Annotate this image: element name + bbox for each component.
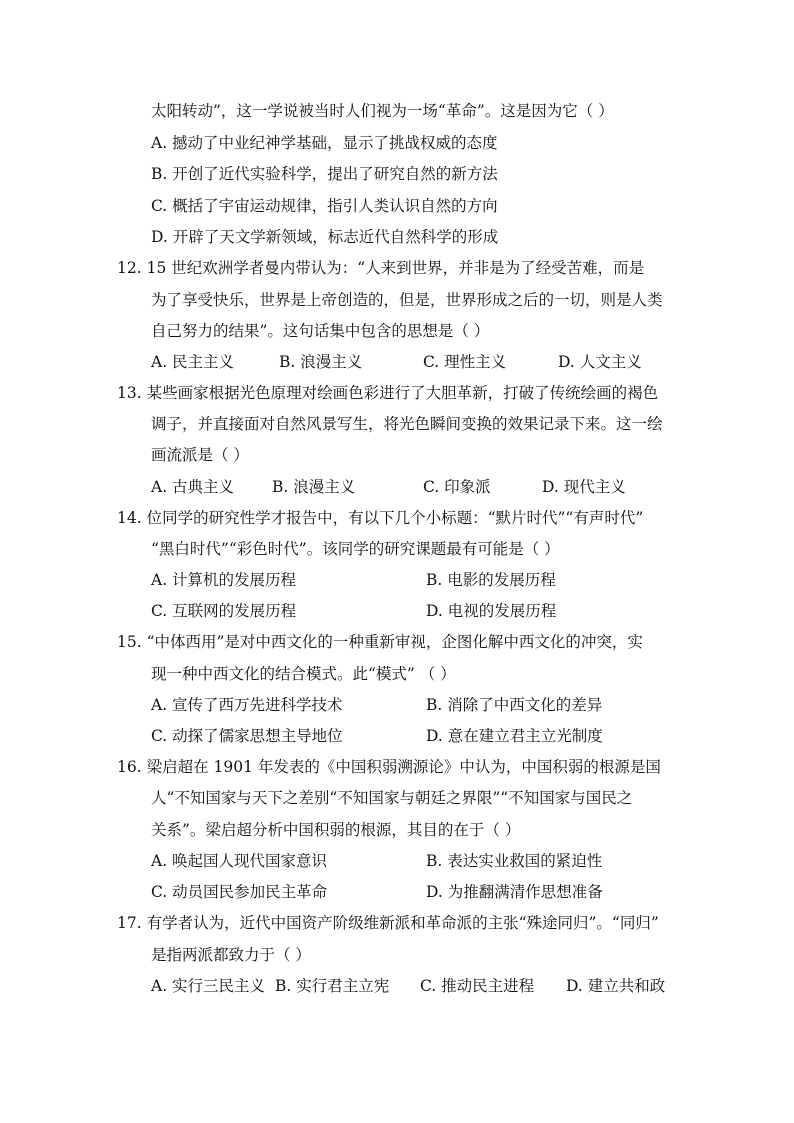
question-14-option-a[interactable]: A. 计算机的发展历程 — [151, 571, 297, 589]
question-17-stem-line-1: 17. 有学者认为，近代中国资产阶级维新派和革命派的主张“殊途同归”。“同归” — [117, 914, 659, 932]
question-15-option-a[interactable]: A. 宣传了西万先进科学技术 — [151, 696, 343, 714]
question-13-option-a[interactable]: A. 古典主义 — [151, 478, 235, 496]
question-13-option-c[interactable]: C. 印象派 — [423, 478, 491, 496]
question-14-option-c[interactable]: C. 互联网的发展历程 — [151, 602, 297, 620]
option-a[interactable]: A. 撼动了中业纪神学基础，显示了挑战权威的态度 — [151, 134, 498, 152]
question-17-option-c[interactable]: C. 推动民主进程 — [420, 977, 535, 995]
question-12-option-c[interactable]: C. 理性主义 — [423, 353, 507, 371]
question-15-option-d[interactable]: D. 意在建立君主立光制度 — [426, 727, 603, 745]
question-15-stem-line-1: 15. “中体西用”是对中西文化的一种重新审视，企图化解中西文化的冲突，实 — [117, 633, 643, 651]
question-13-stem-line-2: 调子，并直接面对自然风景写生，将光色瞬间变换的效果记录下来。这一绘 — [151, 415, 663, 433]
question-15-option-b[interactable]: B. 消除了中西文化的差异 — [426, 696, 603, 714]
option-d[interactable]: D. 开辟了天文学新领域，标志近代自然科学的形成 — [151, 228, 499, 246]
question-15-stem-line-2: 现一种中西文化的结合模式。此“模式” （ ） — [151, 665, 456, 683]
question-16-option-b[interactable]: B. 表达实业救国的紧迫性 — [426, 852, 603, 870]
question-16-option-c[interactable]: C. 动员国民参加民主革命 — [151, 883, 328, 901]
question-17-stem-line-2: 是指两派都致力于（ ） — [151, 946, 311, 964]
question-14-option-d[interactable]: D. 电视的发展历程 — [426, 602, 557, 620]
question-12-option-b[interactable]: B. 浪漫主义 — [279, 353, 363, 371]
question-16-stem-line-2: 人“不知国家与天下之差别“不知国家与朝廷之界限”“不知国家与国民之 — [151, 789, 633, 807]
question-15-option-c[interactable]: C. 动探了儒家思想主导地位 — [151, 727, 343, 745]
question-14-option-b[interactable]: B. 电影的发展历程 — [426, 571, 556, 589]
question-12-option-d[interactable]: D. 人文主义 — [558, 353, 642, 371]
question-12-stem-line-3: 自己努力的结果”。这句话集中包含的思想是（ ） — [151, 322, 490, 340]
question-13-option-d[interactable]: D. 现代主义 — [542, 478, 626, 496]
question-13-stem-line-3: 画流派是（ ） — [151, 446, 249, 464]
question-14-stem-line-2: “黑白时代”“彩色时代”。该同学的研究课题最有可能是（ ） — [151, 540, 560, 558]
question-12-stem-line-1: 12. 15 世纪欢洲学者曼内带认为：“人来到世界，并非是为了经受苦难，而是 — [117, 259, 645, 277]
question-17-option-a[interactable]: A. 实行三民主义 — [151, 977, 266, 995]
option-b[interactable]: B. 开创了近代实验科学，提出了研究自然的新方法 — [151, 165, 498, 183]
question-16-option-a[interactable]: A. 唤起国人现代国家意识 — [151, 852, 328, 870]
question-16-option-d[interactable]: D. 为推翻满清作思想准备 — [426, 883, 603, 901]
question-16-stem-line-3: 关系”。梁启超分析中国积弱的根源，其目的在于（ ） — [151, 821, 521, 839]
question-13-option-b[interactable]: B. 浪漫主义 — [272, 478, 356, 496]
question-12-option-a[interactable]: A. 民主主义 — [151, 353, 235, 371]
question-17-option-b[interactable]: B. 实行君主立宪 — [275, 977, 390, 995]
question-17-option-d[interactable]: D. 建立共和政 — [566, 977, 666, 995]
question-continuation: 太阳转动”，这一学说被当时人们视为一场“革命”。这是因为它（ ） — [151, 102, 614, 120]
question-12-stem-line-2: 为了享受快乐，世界是上帝创造的，但是，世界形成之后的一切，则是人类 — [151, 291, 663, 309]
question-13-stem-line-1: 13. 某些画家根据光色原理对绘画色彩进行了大胆革新，打破了传统绘画的褐色 — [117, 384, 659, 402]
option-c[interactable]: C. 概括了宇宙运动规律，指引人类认识自然的方向 — [151, 197, 498, 215]
question-16-stem-line-1: 16. 梁启超在 1901 年发表的《中国积弱溯源论》中认为，中国积弱的根源是国 — [117, 758, 661, 776]
question-14-stem-line-1: 14. 位同学的研究性学才报告中，有以下几个小标题：“默片时代”“有声时代” — [117, 509, 644, 527]
